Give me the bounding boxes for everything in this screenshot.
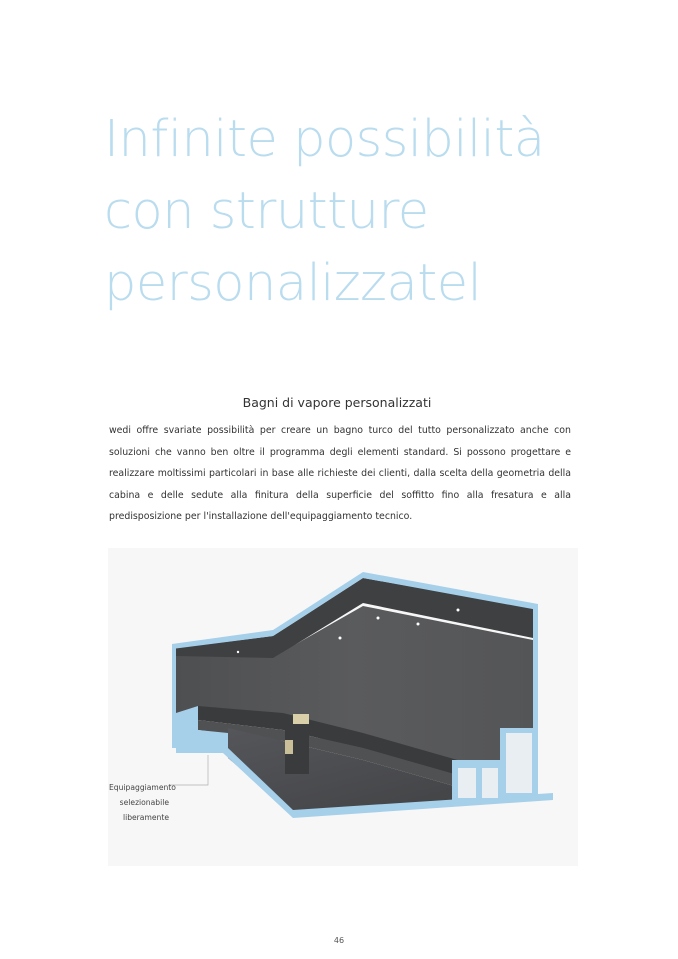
headline-line-3: personalizzatel: [104, 254, 482, 313]
callout-line-2: selezionabile: [119, 798, 169, 807]
steam-room-cutaway-image: [108, 548, 578, 866]
section-title: Bagni di vapore personalizzati: [242, 395, 432, 410]
headline-line-2: con strutture: [104, 182, 429, 241]
callout-line-3: liberamente: [122, 813, 169, 822]
page-number: 46: [333, 936, 345, 945]
callout-line-1: Equipaggiamento: [109, 783, 176, 792]
page-headline: [104, 104, 624, 320]
steam-room-illustration: [108, 548, 578, 866]
equipment-callout: [109, 780, 176, 825]
headline-line-1: Infinite possibilità: [104, 110, 545, 169]
body-paragraph: wedi offre svariate possibilità per creare un bagno turco del tutto personalizzato anche con soluzioni che vanno ben oltre il programma degli elementi standard. Si possono progettare e realizzare moltissimi particolari in base alle richieste dei clienti, dalla scelta della geometria della cabina e delle sedute alla finitura della superficie del soffitto fino alla fresatura e alla predisposizione per l'installazione dell'equipaggiamento tecnico.: [109, 425, 571, 523]
